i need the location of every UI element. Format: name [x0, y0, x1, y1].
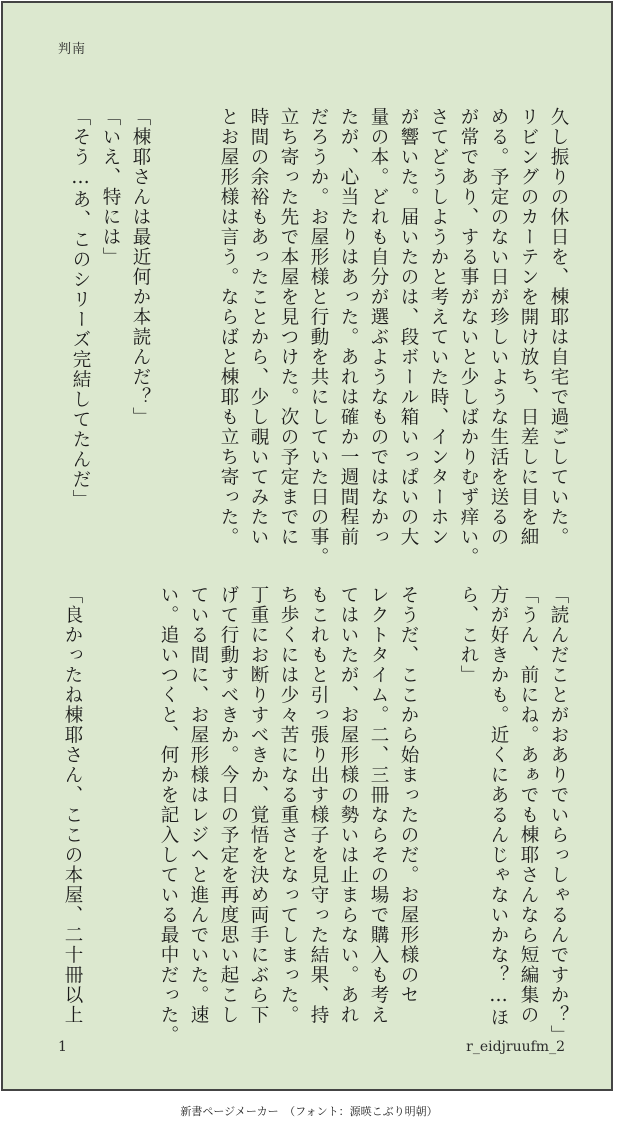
narrative-block-1: 久し振りの休日を、棟耶は自宅で過ごしていた。 リビングのカーテンを開け放ち、日差しに目を細 める。予定のない日が珍しいような生活を送るの が常であり、する事がないと少しばかりむず痒い。 さてどうしようかと考えていた時、インターホン が響いた。届いたのは、段ボール箱いっぱいの大 量の本。どれも自分が選ぶようなものではなかっ たが、心当たりはあった。あれは確か一週間程前 だろうか。お屋形様と行動を共にしていた日の事。 立ち寄った先で本屋を見つけた。次の予定までに 時間の余裕もあったことから、少し覗いてみたい とお屋形様は言う。ならばと棟耶も立ち寄った。	[218, 107, 569, 567]
narrative-block-2: そうだ、ここから始まったのだ。お屋形様のセ レクトタイム。二、三冊ならその場で購入も考え てはいたが、お屋形様の勢いは止まらない。あれ もこれもと引っ張り出す様子を見守った結果、持 ち歩くには少々苦になる重さとなってしまった。 丁重にお断りすべきか、覚悟を決め両手にぶら下 げて行動すべきか。今日の予定を再度思い起こし ている間に、お屋形様はレジへと進んでいた。速 い。追いつくと、何かを記入している最中だった。	[158, 585, 419, 1045]
novel-page	[1, 1, 613, 1091]
page-header: 判南	[58, 42, 87, 57]
author-id: r_eidjruufm_2	[466, 1039, 565, 1055]
page-number: 1	[58, 1039, 67, 1055]
dialogue-block-1: 「棟耶さんは最近何か本読んだ？」 「いえ、特には」 「そう…あ、このシリーズ完結してたんだ」	[70, 107, 151, 510]
dialogue-block-3: 「良かったね棟耶さん、ここの本屋、二十冊以上	[62, 585, 83, 1025]
dialogue-block-2: 「読んだことがおありでいらっしゃるんですか？」 「うん、前にね。あぁでも棟耶さんなら短編集の 方が好きかも。近くにあるんじゃないかな？…ほ ら、これ」	[458, 585, 569, 1045]
generator-credit: 新書ページメーカー （フォント：源暎こぶり明朝）	[180, 1105, 438, 1118]
